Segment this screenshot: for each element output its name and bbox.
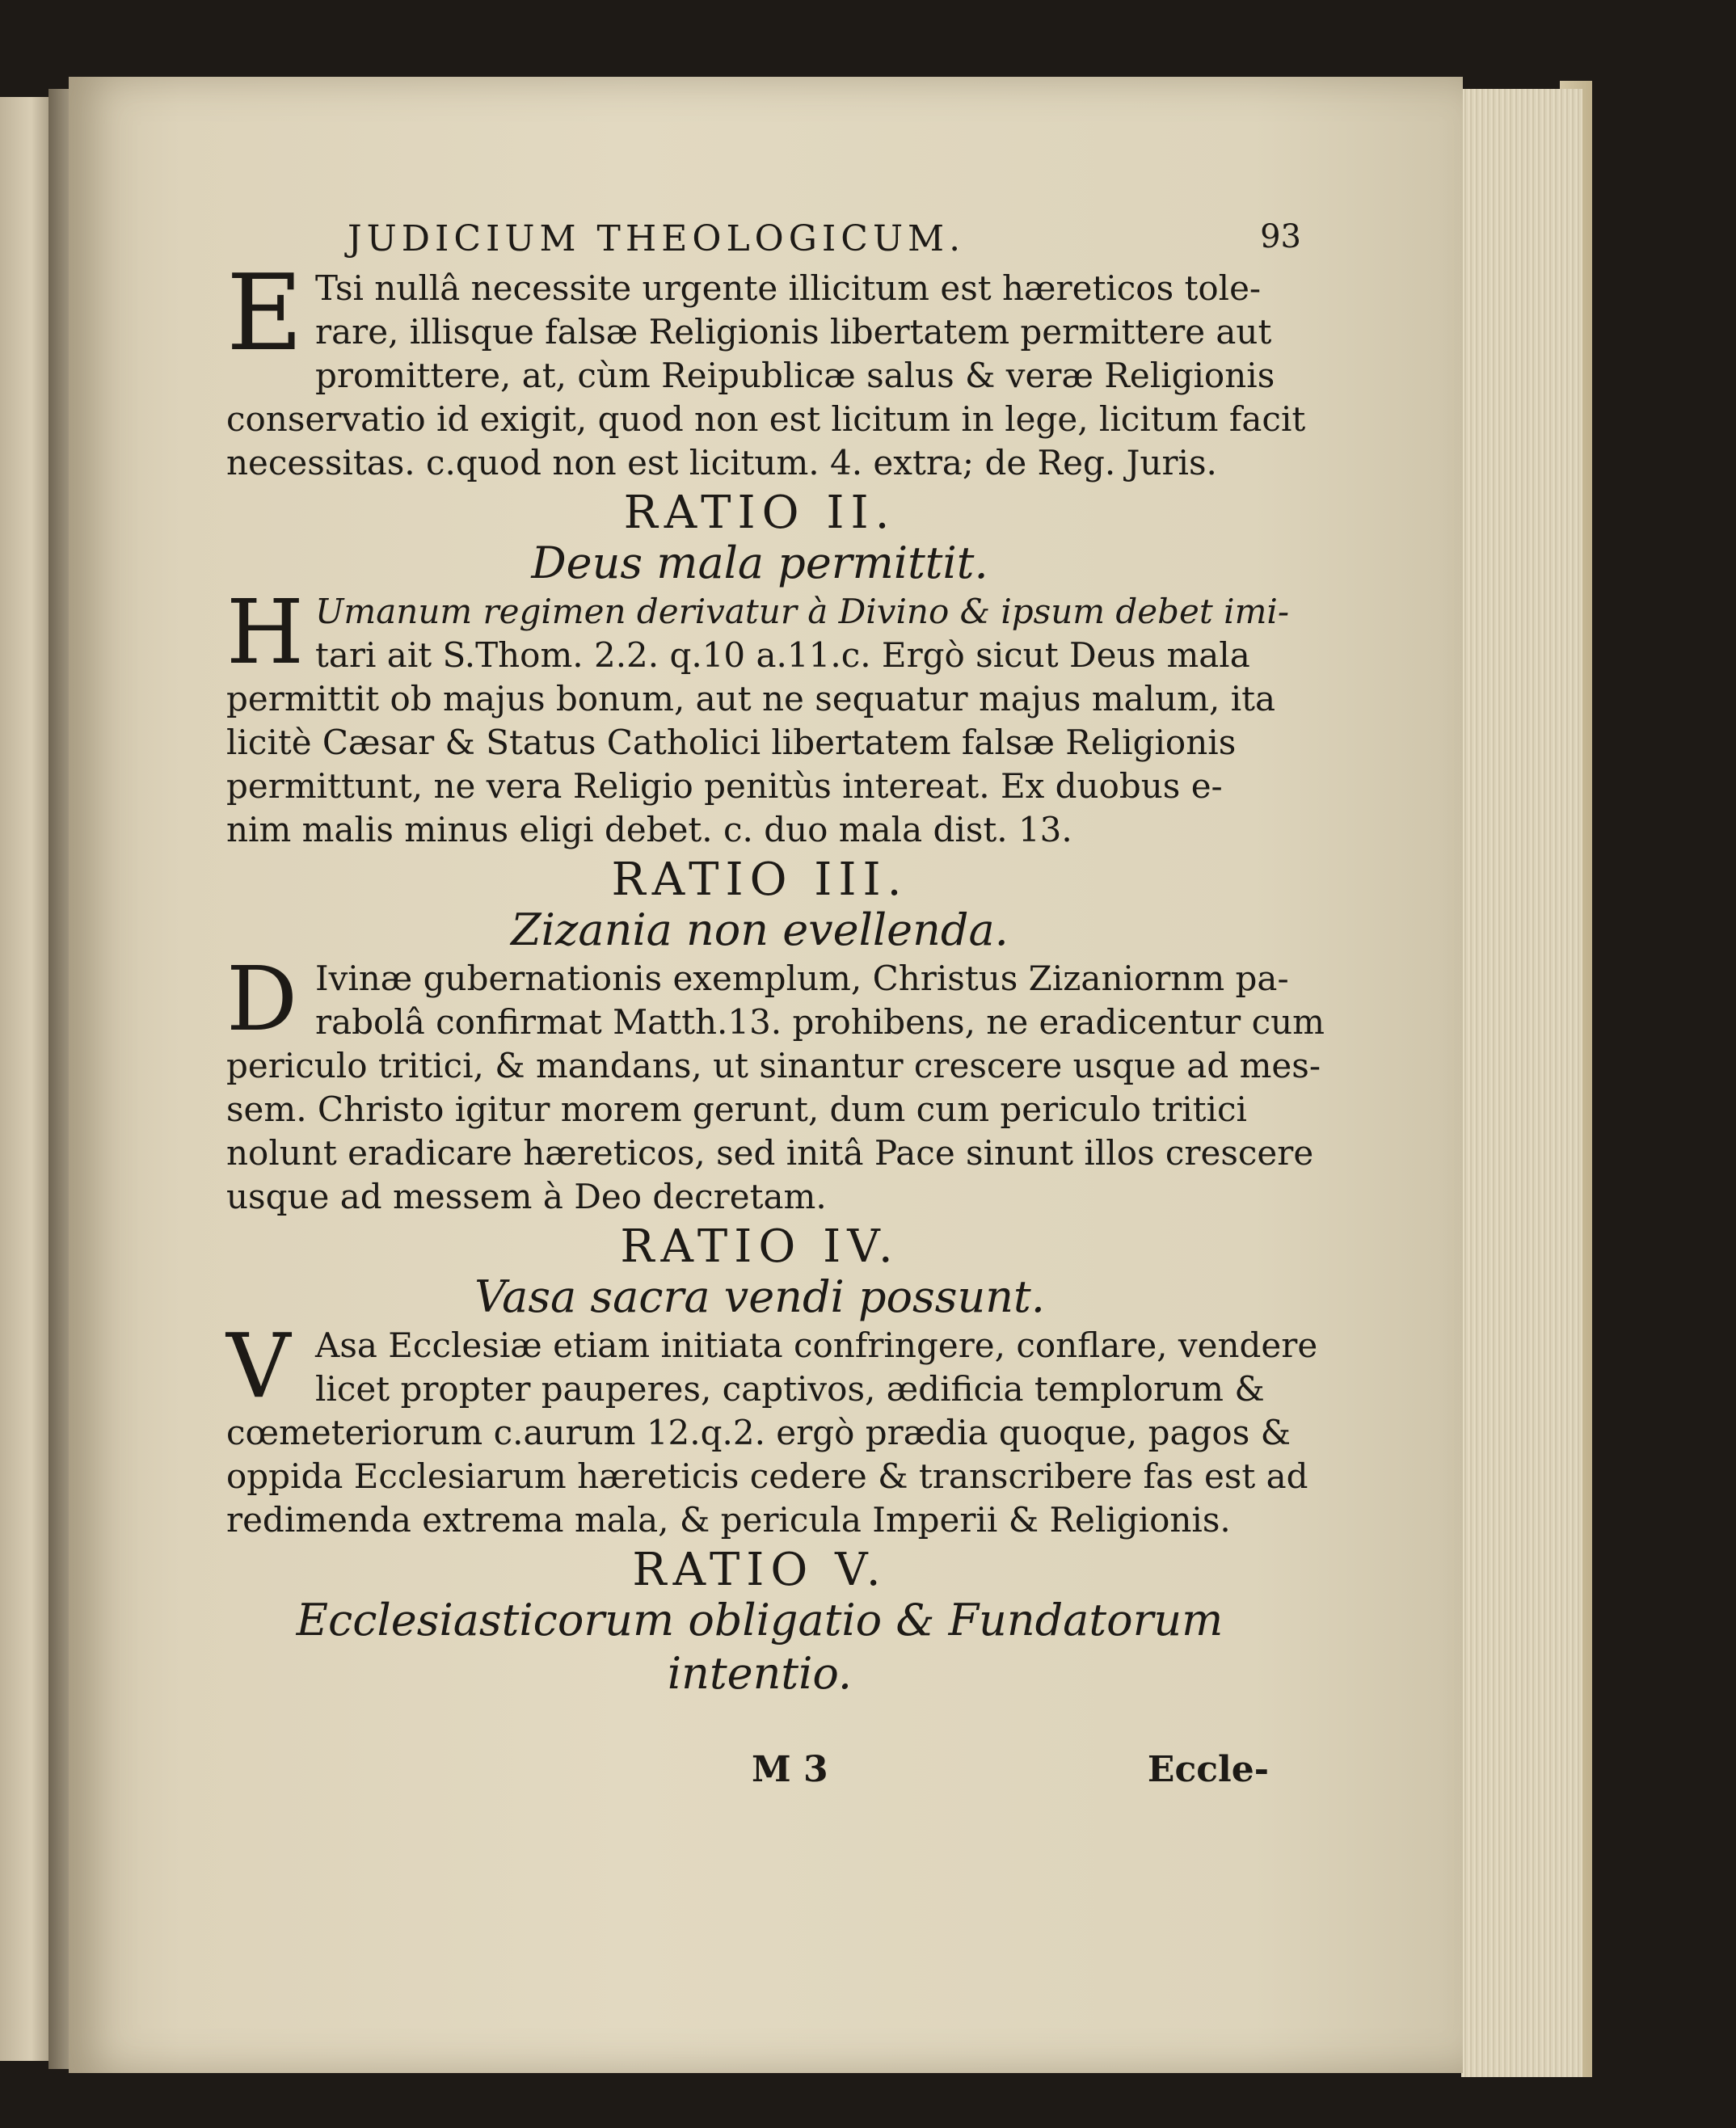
section-paragraph — [226, 1314, 1318, 1542]
text-line: conservatio id exigit, quod non est licitum in lege, licitum facit — [226, 399, 1306, 439]
section-subheading: Zizania non evellenda. — [511, 904, 1009, 955]
signature-mark: M 3 — [752, 1749, 828, 1790]
section-paragraph — [226, 947, 1325, 1219]
text-line: cœmeteriorum c.aurum 12.q.2. ergò prædia quoque, pagos & — [226, 1413, 1291, 1452]
page-text — [226, 218, 1325, 1797]
text-line: licet propter pauperes, captivos, ædificia templorum & — [315, 1369, 1265, 1409]
text-line: permittunt, ne vera Religio penitùs intereat. Ex duobus e- — [226, 766, 1223, 806]
section-heading: RATIO IV. — [620, 1220, 900, 1273]
text-line: Asa Ecclesiæ etiam initiata confringere, conflare, vendere — [315, 1325, 1318, 1365]
section-subheading-continued: intentio. — [667, 1648, 853, 1699]
running-head — [348, 218, 1301, 267]
section-subheading: Vasa sacra vendi possunt. — [474, 1271, 1045, 1322]
text-line: permittit ob majus bonum, aut ne sequatur majus malum, ita — [226, 679, 1276, 718]
text-line: rare, illisque falsæ Religionis libertatem permittere aut — [315, 312, 1272, 352]
dropcap: D — [226, 947, 298, 1051]
intro-paragraph — [226, 251, 1306, 485]
page-fore-edge — [1461, 89, 1582, 2077]
section-heading: RATIO III. — [611, 853, 908, 906]
section-heading: RATIO II. — [623, 487, 896, 539]
text-line: Tsi nullâ necessite urgente illicitum est hæreticos tole- — [315, 268, 1262, 308]
catchword: Eccle- — [1147, 1749, 1269, 1790]
dropcap: V — [226, 1314, 291, 1418]
text-line: Ivinæ gubernationis exemplum, Christus Zizaniornm pa- — [315, 959, 1289, 998]
section-subheading: Deus mala permittit. — [531, 537, 988, 588]
text-line: oppida Ecclesiarum hæreticis cedere & transcribere fas est ad — [226, 1456, 1308, 1496]
text-line: usque ad messem à Deo decretam. — [226, 1177, 827, 1216]
running-head-title: JUDICIUM THEOLOGICUM. — [348, 218, 966, 259]
text-line: sem. Christo igitur morem gerunt, dum cum periculo tritici — [226, 1089, 1247, 1129]
dropcap: E — [226, 251, 303, 374]
section-heading: RATIO V. — [632, 1544, 887, 1596]
text-line: redimenda extrema mala, & pericula Imperii & Religionis. — [226, 1500, 1231, 1540]
section-paragraph — [226, 580, 1293, 852]
text-line: nim malis minus eligi debet. c. duo mala dist. 13. — [226, 810, 1072, 849]
text-line: licitè Cæsar & Status Catholici libertatem falsæ Religionis — [226, 723, 1237, 762]
page-number: 93 — [1260, 218, 1301, 255]
text-line: promittere, at, cùm Reipublicæ salus & veræ Religionis — [315, 356, 1275, 395]
text-line: nolunt eradicare hæreticos, sed initâ Pace sinunt illos crescere — [226, 1133, 1314, 1173]
text-line: rabolâ confirmat Matth.13. prohibens, ne eradicentur cum — [315, 1002, 1325, 1042]
section-subheading: Ecclesiasticorum obligatio & Fundatorum — [296, 1595, 1224, 1646]
dropcap: H — [226, 580, 304, 684]
text-line: necessitas. c.quod non est licitum. 4. extra; de Reg. Juris. — [226, 443, 1217, 482]
text-line: tari ait S.Thom. 2.2. q.10 a.11.c. Ergò sicut Deus mala — [315, 635, 1250, 675]
text-line: Umanum regimen derivatur à Divino & ipsum debet imi- — [315, 592, 1290, 631]
text-line: periculo tritici, & mandans, ut sinantur crescere usque ad mes- — [226, 1046, 1321, 1085]
page-footer — [226, 1749, 1293, 1797]
